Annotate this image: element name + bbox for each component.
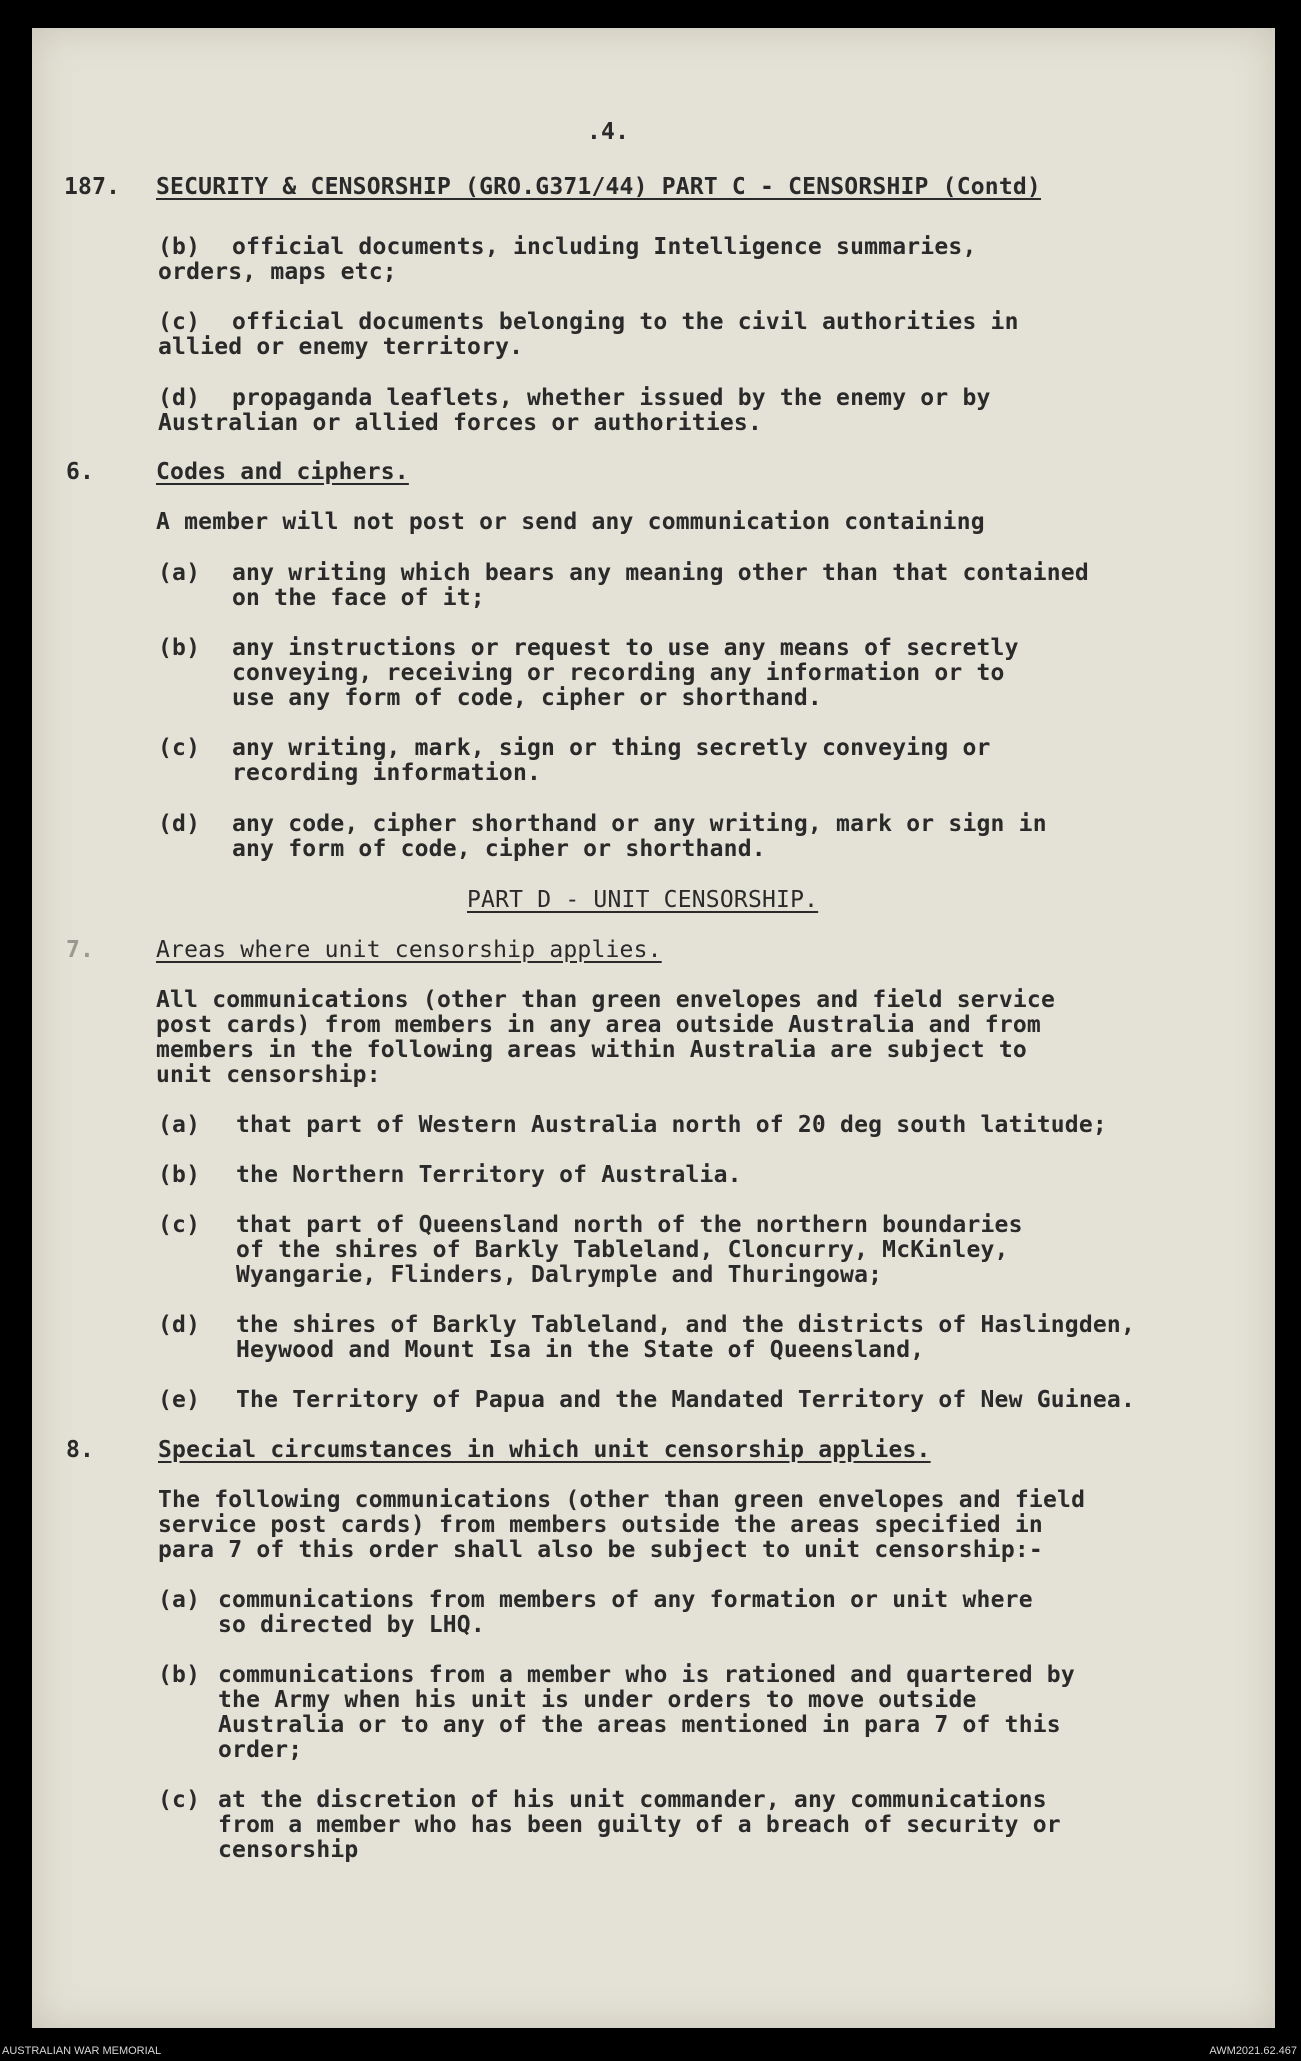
- section-8-item-label: (a): [158, 1587, 201, 1613]
- part-c-item-line: allied or enemy territory.: [158, 334, 524, 360]
- part-c-item-line: Australian or allied forces or authorities.: [158, 410, 763, 436]
- section-7-number: 7.: [66, 937, 95, 963]
- section-6-intro: A member will not post or send any communication containing: [156, 509, 985, 535]
- section-7-item-line: the Northern Territory of Australia.: [236, 1162, 742, 1188]
- section-6-number: 6.: [66, 459, 95, 485]
- section-7-item-label: (b): [158, 1162, 201, 1188]
- section-6-item-line: recording information.: [232, 760, 542, 786]
- section-8-item-line: at the discretion of his unit commander, any communications: [218, 1787, 1047, 1813]
- section-7-intro-line: post cards) from members in any area outside Australia and from: [156, 1012, 1041, 1038]
- part-c-item-line: orders, maps etc;: [158, 259, 397, 285]
- section-8-intro-line: service post cards) from members outside the areas specified in: [158, 1512, 1043, 1538]
- heading-title: SECURITY & CENSORSHIP (GRO.G371/44) PART C - CENSORSHIP (Contd): [156, 174, 1041, 200]
- section-7-item-line: of the shires of Barkly Tableland, Cloncurry, McKinley,: [236, 1237, 1009, 1263]
- section-8-intro-line: The following communications (other than green envelopes and field: [158, 1487, 1086, 1513]
- page-number: .4.: [587, 119, 630, 145]
- section-6-item-line: use any form of code, cipher or shorthand.: [232, 685, 822, 711]
- section-8-intro-line: para 7 of this order shall also be subject to unit censorship:-: [158, 1537, 1043, 1563]
- section-7-intro-line: members in the following areas within Australia are subject to: [156, 1037, 1027, 1063]
- part-d-title: PART D - UNIT CENSORSHIP.: [467, 887, 819, 913]
- part-c-item-label: (c): [158, 309, 201, 335]
- section-6-item-line: on the face of it;: [232, 585, 485, 611]
- section-6-item-line: conveying, receiving or recording any information or to: [232, 660, 1005, 686]
- section-6-item-label: (c): [158, 735, 201, 761]
- section-6-title: Codes and ciphers.: [156, 459, 409, 485]
- section-8-item-label: (b): [158, 1662, 201, 1688]
- section-7-item-label: (d): [158, 1312, 201, 1338]
- part-c-item-line: official documents belonging to the civil authorities in: [232, 309, 1019, 335]
- part-c-item-line: propaganda leaflets, whether issued by the enemy or by: [232, 385, 991, 411]
- section-7-item-line: The Territory of Papua and the Mandated Territory of New Guinea.: [236, 1387, 1136, 1413]
- section-7-item-label: (c): [158, 1212, 201, 1238]
- section-6-item-line: any writing, mark, sign or thing secretly conveying or: [232, 735, 991, 761]
- section-7-item-line: that part of Western Australia north of 20 deg south latitude;: [236, 1112, 1107, 1138]
- section-8-item-line: communications from members of any formation or unit where: [218, 1587, 1033, 1613]
- section-8-item-line: so directed by LHQ.: [218, 1612, 485, 1638]
- part-c-item-label: (d): [158, 385, 201, 411]
- section-6-item-line: any writing which bears any meaning other than that contained: [232, 560, 1089, 586]
- section-8-item-line: order;: [218, 1737, 303, 1763]
- footer-accession: AWM2021.62.467: [1209, 2045, 1297, 2057]
- section-8-number: 8.: [66, 1437, 95, 1463]
- section-7-item-label: (e): [158, 1387, 201, 1413]
- part-c-item-line: official documents, including Intelligence summaries,: [232, 234, 977, 260]
- section-7-title: Areas where unit censorship applies.: [156, 937, 662, 963]
- footer-source: AUSTRALIAN WAR MEMORIAL: [2, 2045, 162, 2057]
- section-6-item-line: any code, cipher shorthand or any writing, mark or sign in: [232, 811, 1047, 837]
- section-8-item-line: from a member who has been guilty of a breach of security or: [218, 1812, 1061, 1838]
- document-page: [32, 28, 1275, 2028]
- section-7-item-line: Heywood and Mount Isa in the State of Queensland,: [236, 1337, 925, 1363]
- section-8-item-line: communications from a member who is rationed and quartered by: [218, 1662, 1075, 1688]
- section-7-item-label: (a): [158, 1112, 201, 1138]
- part-c-item-label: (b): [158, 234, 201, 260]
- section-6-item-line: any form of code, cipher or shorthand.: [232, 836, 766, 862]
- section-6-item-label: (a): [158, 560, 201, 586]
- section-7-intro-line: All communications (other than green envelopes and field service: [156, 987, 1056, 1013]
- heading-number: 187.: [64, 174, 121, 200]
- section-7-intro-line: unit censorship:: [156, 1062, 381, 1088]
- section-7-item-line: the shires of Barkly Tableland, and the districts of Haslingden,: [236, 1312, 1136, 1338]
- section-6-item-label: (d): [158, 811, 201, 837]
- section-7-item-line: that part of Queensland north of the northern boundaries: [236, 1212, 1023, 1238]
- section-8-title: Special circumstances in which unit censorship applies.: [158, 1437, 931, 1463]
- section-7-item-line: Wyangarie, Flinders, Dalrymple and Thuringowa;: [236, 1262, 883, 1288]
- section-8-item-label: (c): [158, 1787, 201, 1813]
- section-6-item-label: (b): [158, 635, 201, 661]
- section-8-item-line: the Army when his unit is under orders to move outside: [218, 1687, 977, 1713]
- section-8-item-line: Australia or to any of the areas mentioned in para 7 of this: [218, 1712, 1061, 1738]
- section-6-item-line: any instructions or request to use any means of secretly: [232, 635, 1019, 661]
- section-8-item-line: censorship: [218, 1837, 359, 1863]
